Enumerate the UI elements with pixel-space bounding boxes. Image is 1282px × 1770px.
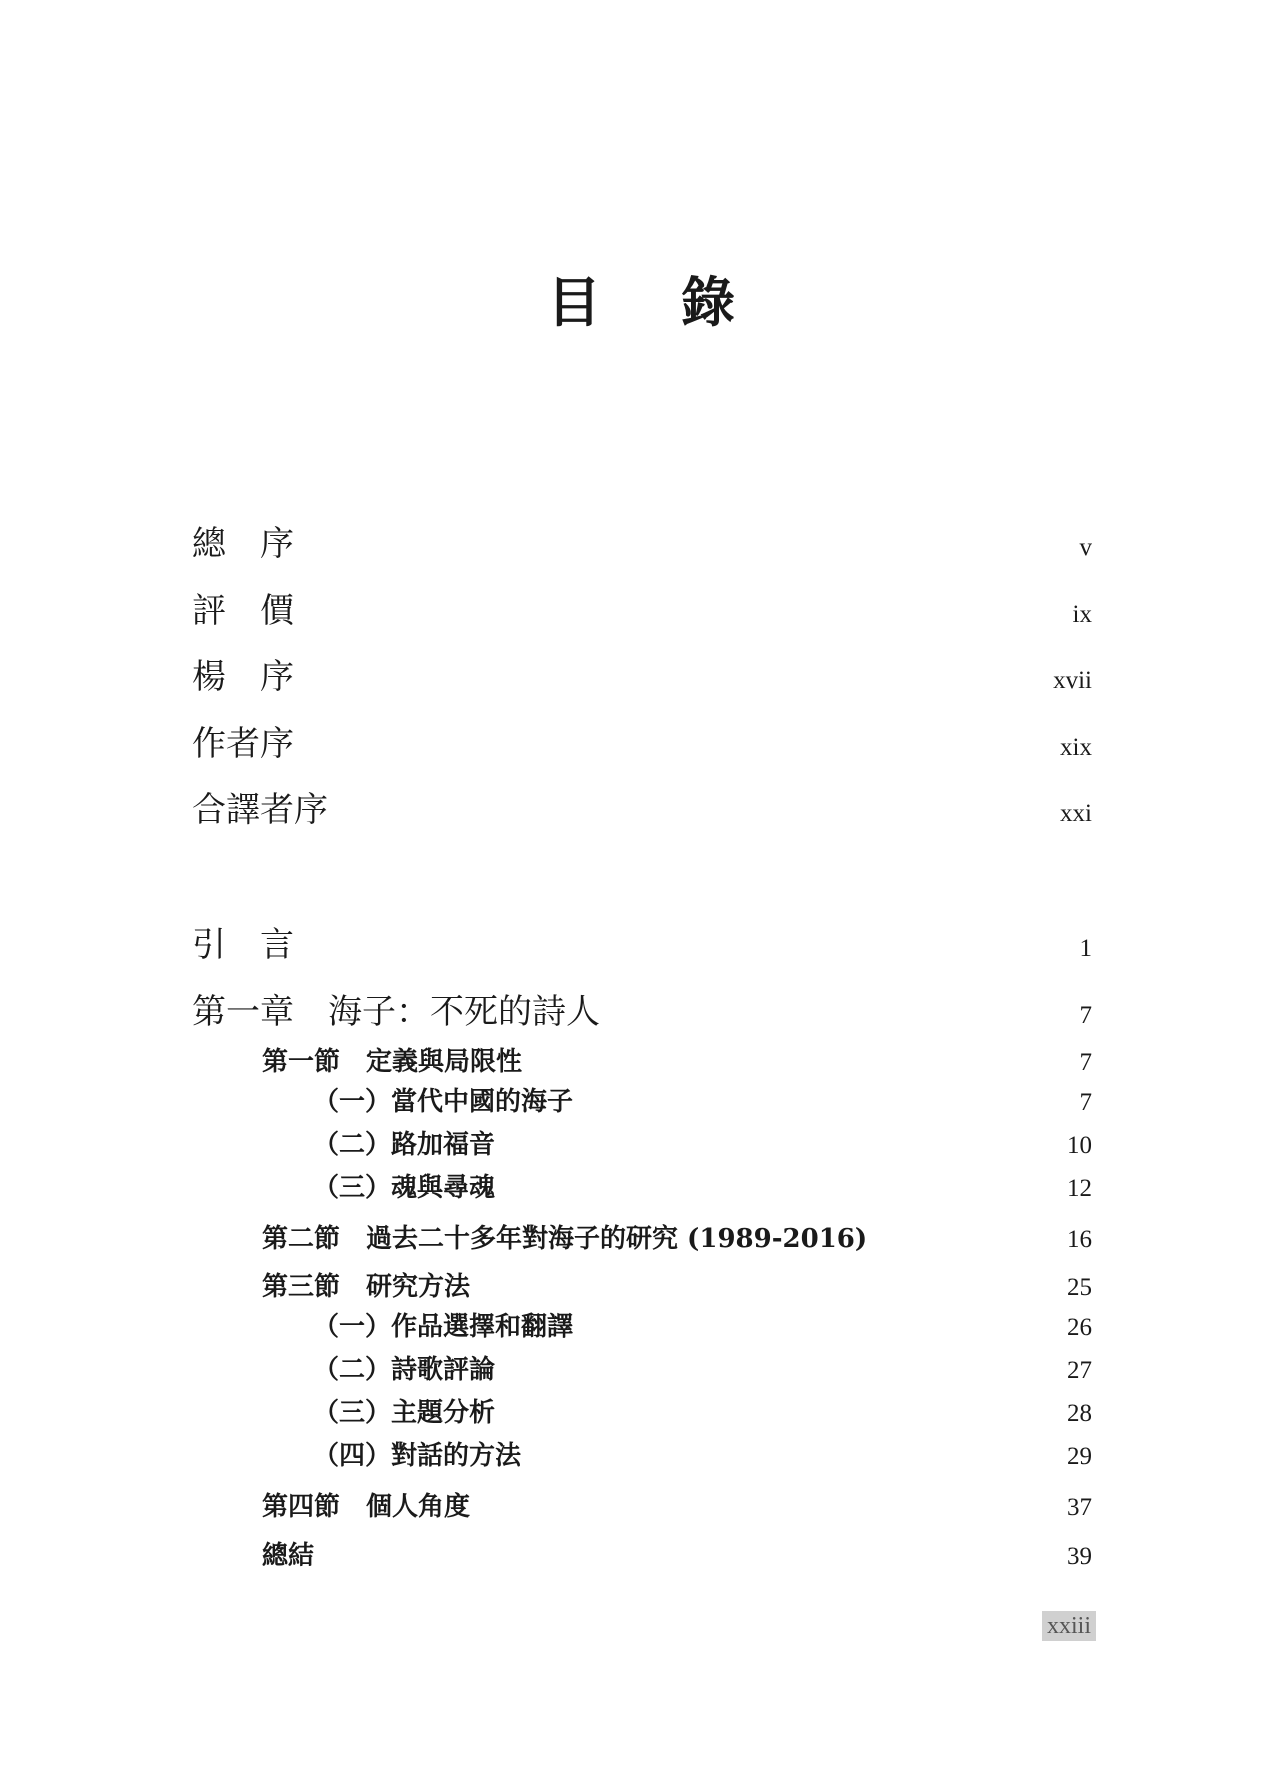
toc-entry-label: 引 言 [192, 925, 294, 965]
toc-section-page: 39 [1067, 1543, 1092, 1570]
title-char-2: 錄 [681, 270, 735, 334]
toc-subsection-label: （一）當代中國的海子 [313, 1087, 574, 1117]
toc-entry-label: 第一章 海子：不死的詩人 [192, 992, 600, 1032]
toc-subsection-label: （二）路加福音 [313, 1130, 496, 1160]
toc-subsection-page: 26 [1067, 1314, 1092, 1341]
toc-subsection-page: 29 [1067, 1443, 1092, 1470]
toc-subsection-label: （三）魂與尋魂 [313, 1173, 496, 1203]
toc-subsection[interactable] [0, 1357, 1282, 1397]
toc-section[interactable] [0, 1049, 1282, 1089]
toc-entry[interactable] [0, 657, 1282, 700]
toc-subsection-page: 27 [1067, 1357, 1092, 1384]
toc-entry[interactable] [0, 790, 1282, 833]
toc-entry-introduction[interactable] [0, 925, 1282, 968]
toc-section-page: 25 [1067, 1274, 1092, 1301]
toc-entry-chapter-1[interactable] [0, 992, 1282, 1035]
toc-subsection-label: （四）對話的方法 [313, 1441, 522, 1471]
toc-subsection-label: （二）詩歌評論 [313, 1355, 496, 1385]
toc-section-label: 第三節 研究方法 [262, 1272, 471, 1302]
title-char-1: 目 [547, 270, 601, 334]
toc-subsection-label: （三）主題分析 [313, 1398, 496, 1428]
toc-entry-page: 1 [1079, 935, 1092, 962]
toc-subsection-page: 28 [1067, 1400, 1092, 1427]
toc-subsection[interactable] [0, 1089, 1282, 1129]
page-number: xxiii [1042, 1611, 1096, 1641]
toc-section-page: 16 [1067, 1226, 1092, 1253]
toc-section-label: 第四節 個人角度 [262, 1492, 471, 1522]
toc-entry[interactable] [0, 591, 1282, 634]
toc-entry[interactable] [0, 524, 1282, 567]
toc-subsection-page: 7 [1079, 1089, 1092, 1116]
toc-subsection[interactable] [0, 1132, 1282, 1172]
toc-entry-page: ix [1072, 601, 1092, 628]
toc-entry-label: 評 價 [192, 591, 294, 631]
toc-subsection[interactable] [0, 1443, 1282, 1483]
toc-entry-label: 作者序 [192, 724, 294, 764]
toc-subsection-label: （一）作品選擇和翻譯 [313, 1312, 574, 1342]
toc-entry-label: 總 序 [192, 524, 294, 564]
toc-section[interactable] [0, 1494, 1282, 1534]
toc-entry-label: 楊 序 [192, 657, 294, 697]
toc-entry-label: 合譯者序 [192, 790, 328, 830]
toc-section-page: 37 [1067, 1494, 1092, 1521]
toc-entry-page: xix [1060, 734, 1092, 761]
toc-section[interactable] [0, 1543, 1282, 1583]
toc-entry[interactable] [0, 724, 1282, 767]
toc-section-label: 第一節 定義與局限性 [262, 1047, 523, 1077]
toc-section-label: 總結 [262, 1541, 315, 1571]
toc-entry-page: xvii [1053, 667, 1092, 694]
toc-entry-page: v [1079, 534, 1092, 561]
toc-section-label: 第二節 過去二十多年對海子的研究 (1989-2016) [262, 1224, 868, 1254]
page-title [0, 270, 1282, 334]
toc-subsection-page: 10 [1067, 1132, 1092, 1159]
toc-entry-page: 7 [1079, 1002, 1092, 1029]
toc-section[interactable] [0, 1226, 1282, 1266]
toc-subsection[interactable] [0, 1175, 1282, 1215]
toc-subsection[interactable] [0, 1314, 1282, 1354]
toc-subsection[interactable] [0, 1400, 1282, 1440]
toc-section-page: 7 [1079, 1049, 1092, 1076]
toc-entry-page: xxi [1060, 800, 1092, 827]
toc-section[interactable] [0, 1274, 1282, 1314]
toc-subsection-page: 12 [1067, 1175, 1092, 1202]
